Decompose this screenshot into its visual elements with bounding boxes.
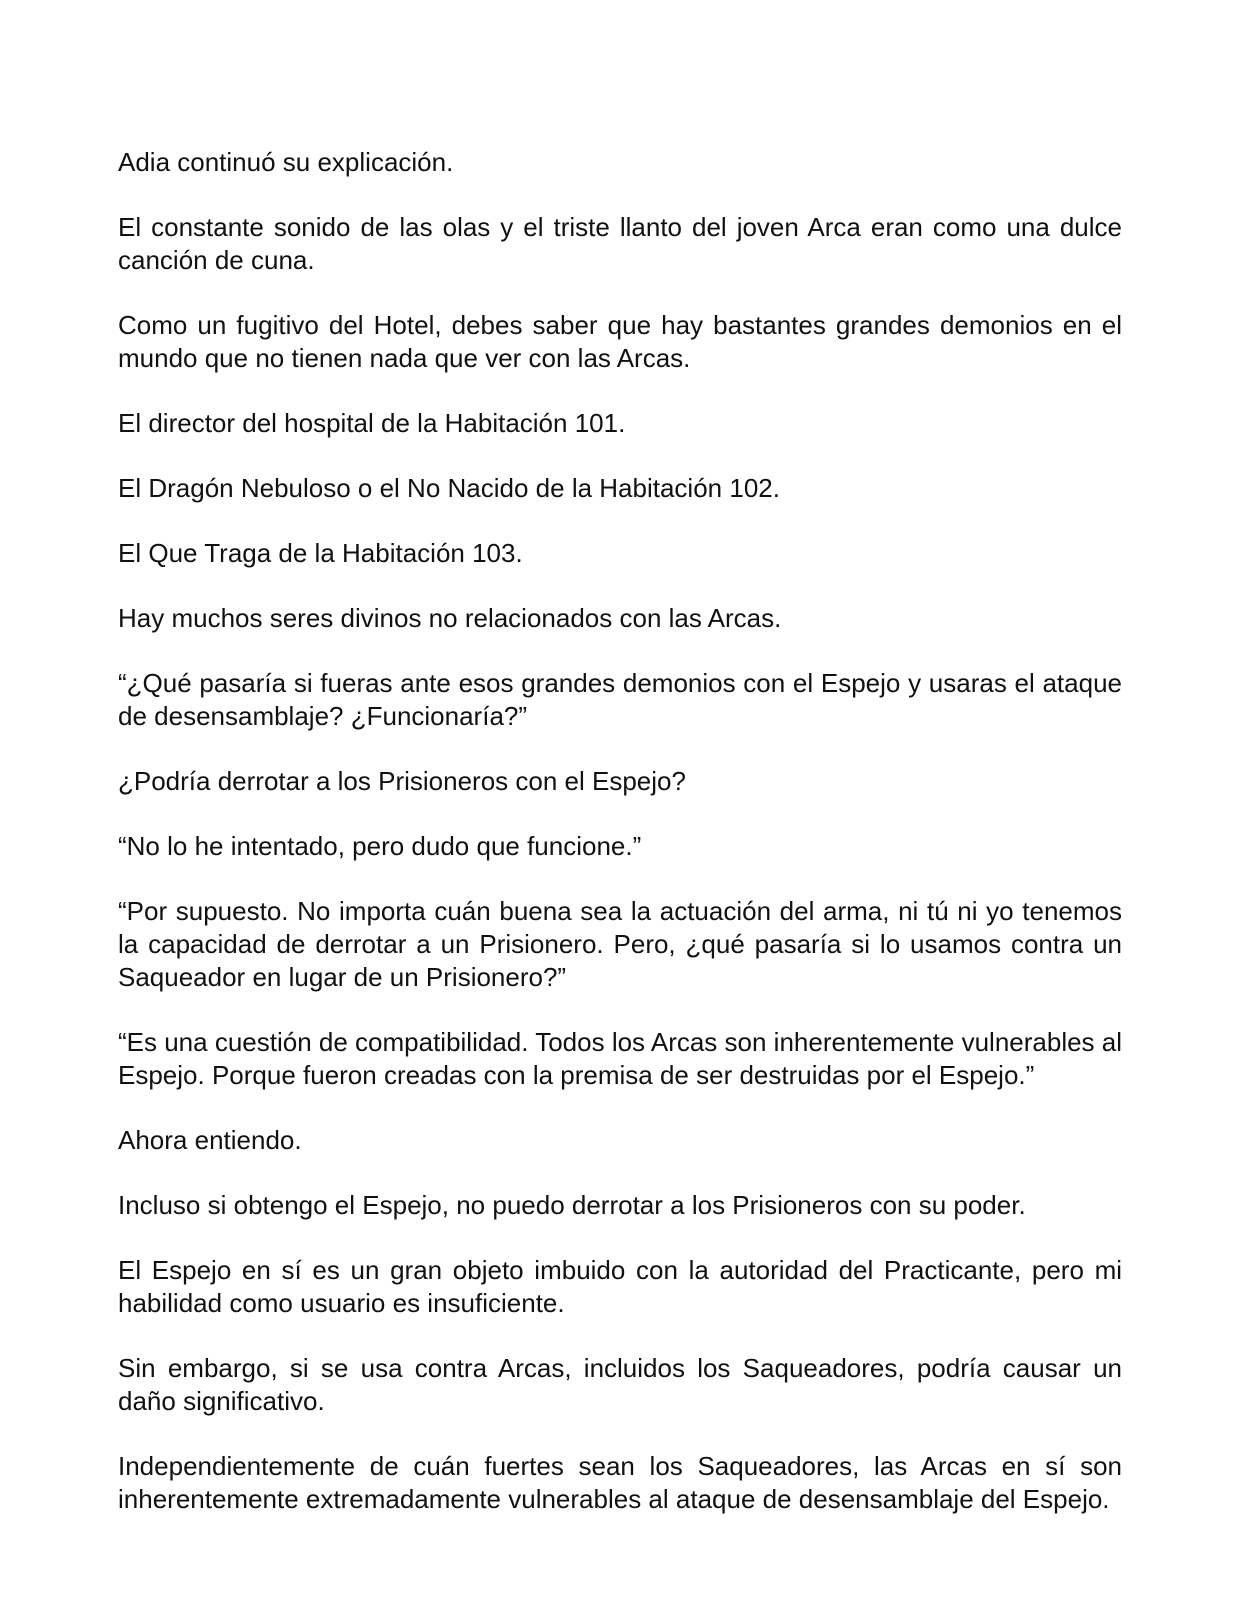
paragraph: “Es una cuestión de compatibilidad. Todos los Arcas son inherentemente vulnerables al Espejo. Porque fueron creadas con la premisa de ser destruidas por el Espejo.”	[118, 1027, 1123, 1090]
paragraph: El Que Traga de la Habitación 103.	[118, 538, 523, 568]
paragraph: ¿Podría derrotar a los Prisioneros con el Espejo?	[118, 766, 686, 796]
paragraph: “No lo he intentado, pero dudo que funcione.”	[118, 831, 642, 861]
paragraph: Como un fugitivo del Hotel, debes saber que hay bastantes grandes demonios en el mundo que no tienen nada que ver con las Arcas.	[118, 310, 1122, 373]
paragraph: Independientemente de cuán fuertes sean los Saqueadores, las Arcas en sí son inherentemente extremadamente vulnerables al ataque de desensamblaje del Espejo.	[118, 1451, 1122, 1514]
paragraph: El Espejo en sí es un gran objeto imbuido con la autoridad del Practicante, pero mi habilidad como usuario es insuficiente.	[118, 1255, 1122, 1318]
paragraph: Sin embargo, si se usa contra Arcas, incluidos los Saqueadores, podría causar un daño significativo.	[118, 1353, 1122, 1416]
paragraph: El constante sonido de las olas y el triste llanto del joven Arca eran como una dulce canción de cuna.	[118, 212, 1122, 275]
paragraph: El Dragón Nebuloso o el No Nacido de la Habitación 102.	[118, 473, 780, 503]
paragraph: “Por supuesto. No importa cuán buena sea la actuación del arma, ni tú ni yo tenemos la capacidad de derrotar a un Prisionero. Pero, ¿qué pasaría si lo usamos contra un Saqueador en lugar de un Prisionero?”	[118, 896, 1122, 992]
paragraph: El director del hospital de la Habitación 101.	[118, 408, 626, 438]
paragraph: Hay muchos seres divinos no relacionados con las Arcas.	[118, 603, 782, 633]
document-body	[118, 146, 1122, 1548]
paragraph: “¿Qué pasaría si fueras ante esos grandes demonios con el Espejo y usaras el ataque de desensamblaje? ¿Funcionaría?”	[118, 668, 1122, 731]
paragraph: Ahora entiendo.	[118, 1125, 302, 1155]
paragraph: Adia continuó su explicación.	[118, 147, 454, 177]
paragraph: Incluso si obtengo el Espejo, no puedo derrotar a los Prisioneros con su poder.	[118, 1190, 1026, 1220]
